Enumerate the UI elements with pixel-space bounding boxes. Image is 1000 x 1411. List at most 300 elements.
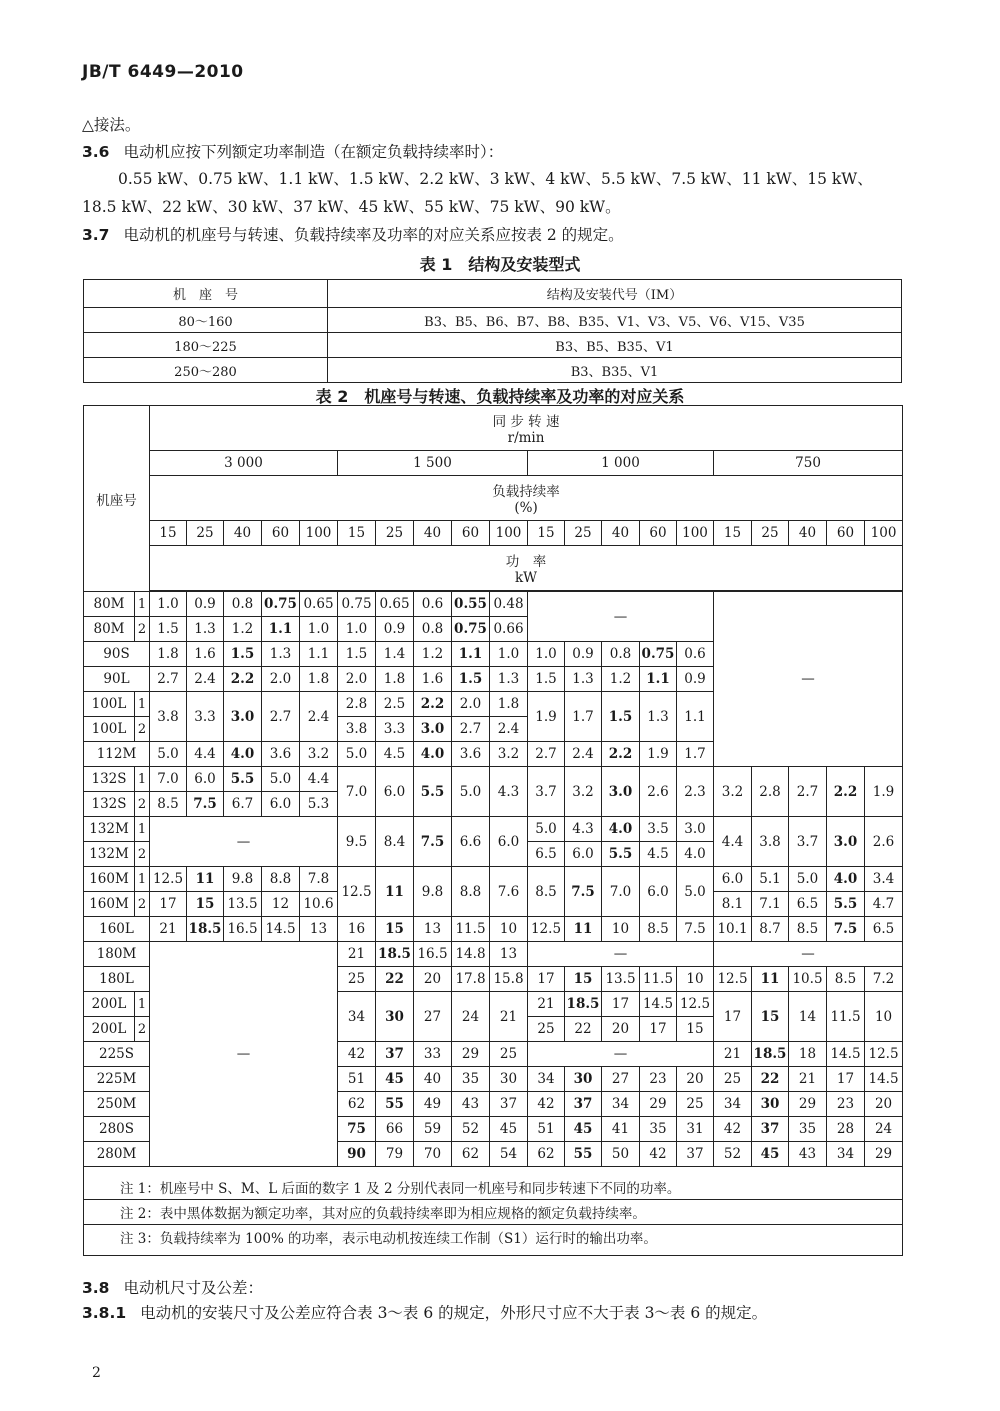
power-value: 51 [338,1067,376,1092]
power-value: 34 [714,1092,752,1117]
power-value: 1.3 [565,667,602,692]
power-value: 16 [338,917,376,942]
power-value: 1.1 [300,642,338,667]
power-value: 34 [602,1092,640,1117]
power-value: 2.0 [262,667,300,692]
table-row [84,942,903,967]
power-value: 62 [528,1142,565,1167]
power-value: 1.0 [528,642,565,667]
section-3-8-1 [82,1302,767,1324]
power-value: 16.5 [414,942,452,967]
power-value: 0.9 [677,667,714,692]
power-list-line-2: 18.5 kW、22 kW、30 kW、37 kW、45 kW、55 kW、75 kW、90 kW。 [82,198,621,216]
power-value: 0.9 [565,642,602,667]
power-value: 6.0 [490,817,528,867]
power-value: 20 [414,967,452,992]
power-value: 6.5 [865,917,903,942]
power-value: 5.0 [150,742,187,767]
power-value: 8.1 [714,892,752,917]
standard-header: JB/T 6449—2010 [82,62,244,82]
power-value: 5.3 [300,792,338,817]
power-value: 51 [528,1117,565,1142]
page-number: 2 [92,1365,101,1381]
power-value: 1.2 [414,642,452,667]
power-value: 0.55 [452,592,490,617]
duty-cell: 25 [752,521,789,546]
power-value: 37 [677,1142,714,1167]
power-title: 功 率 [505,554,547,570]
power-value: 3.0 [414,717,452,742]
power-value: 33 [414,1042,452,1067]
table2-header-power [150,546,903,591]
duty-cell: 15 [150,521,187,546]
power-value: 7.6 [490,867,528,917]
not-applicable: — [528,1042,714,1067]
speed-1500: 1 500 [338,451,528,476]
power-unit: kW [515,570,538,586]
power-value: 2.7 [452,717,490,742]
table1-header-frame: 机 座 号 [84,280,328,308]
power-value: 1.0 [338,617,376,642]
power-value: 55 [565,1142,602,1167]
note-2: 注 2：表中黑体数据为额定功率，其对应的负载持续率即为相应规格的额定负载持续率。 [84,1200,903,1225]
power-value: 21 [528,992,565,1017]
power-value: 42 [528,1092,565,1117]
power-value: 10.5 [789,967,827,992]
power-value: 13 [414,917,452,942]
power-value: 1.2 [602,667,640,692]
power-value: 30 [752,1092,789,1117]
power-value: 1.5 [602,692,640,742]
frame-variant: 2 [135,792,150,817]
power-value: 15 [565,967,602,992]
power-value: 9.8 [224,867,262,892]
power-value: 6.0 [262,792,300,817]
power-value: 45 [752,1142,789,1167]
power-value: 23 [827,1092,865,1117]
power-value: 2.0 [338,667,376,692]
power-value: 59 [414,1117,452,1142]
power-value: 11.5 [640,967,677,992]
power-value: 1.8 [376,667,414,692]
power-value: 1.7 [565,692,602,742]
power-value: 18.5 [187,917,224,942]
power-value: 23 [640,1067,677,1092]
power-value: 5.1 [752,867,789,892]
frame-size: 200L [84,1017,135,1042]
power-value: 3.4 [865,867,903,892]
frame-size: 225M [84,1067,150,1092]
power-value: 49 [414,1092,452,1117]
duty-cell: 100 [677,521,714,546]
power-value: 29 [789,1092,827,1117]
power-value: 7.2 [865,967,903,992]
power-value: 2.7 [262,692,300,742]
power-value: 9.5 [338,817,376,867]
power-value: 1.6 [414,667,452,692]
power-value: 2.6 [640,767,677,817]
duty-cell: 40 [224,521,262,546]
table1-frame: 250～280 [84,358,328,383]
speed-unit: r/min [507,430,545,446]
power-value: 12.5 [677,992,714,1017]
table1-codes: B3、B5、B35、V1 [328,333,902,358]
frame-size: 90L [84,667,150,692]
power-value: 17.8 [452,967,490,992]
table2-power [83,405,903,1256]
power-value: 62 [338,1092,376,1117]
power-value: 22 [376,967,414,992]
power-value: 3.2 [714,767,752,817]
power-value: 1.7 [677,742,714,767]
note-1: 注 1：机座号中 S、M、L 后面的数字 1 及 2 分别代表同一机座号和同步转速下不同的功率。 [84,1167,903,1200]
power-value: 2.2 [827,767,865,817]
power-value: 2.2 [224,667,262,692]
power-value: 6.5 [789,892,827,917]
frame-size: 225S [84,1042,150,1067]
power-value: 20 [865,1092,903,1117]
power-value: 20 [677,1067,714,1092]
power-value: 42 [338,1042,376,1067]
section-text: 电动机尺寸及公差： [123,1279,263,1297]
frame-variant: 1 [135,767,150,792]
table1-frame: 180～225 [84,333,328,358]
section-number: 3.8 [82,1279,110,1297]
power-value: 0.9 [376,617,414,642]
power-value: 4.0 [827,867,865,892]
power-value: 6.7 [224,792,262,817]
table1-header-codes: 结构及安装代号（IM） [328,280,902,308]
duty-cell: 25 [376,521,414,546]
duty-cell: 25 [187,521,224,546]
power-value: 14.5 [640,992,677,1017]
power-value: 11 [376,867,414,917]
power-value: 35 [452,1067,490,1092]
power-value: 7.0 [150,767,187,792]
power-value: 70 [414,1142,452,1167]
not-applicable: — [528,592,714,642]
power-value: 1.5 [150,617,187,642]
not-applicable: — [150,817,338,867]
frame-variant: 1 [135,867,150,892]
power-value: 34 [827,1142,865,1167]
power-value: 3.0 [602,767,640,817]
power-value: 11 [187,867,224,892]
power-value: 2.7 [789,767,827,817]
speed-title: 同 步 转 速 [492,414,560,430]
power-value: 2.0 [452,692,490,717]
power-value: 21 [150,917,187,942]
power-value: 22 [565,1017,602,1042]
power-value: 14 [789,992,827,1042]
speed-3000: 3 000 [150,451,338,476]
power-value: 13.5 [224,892,262,917]
duty-cell: 100 [865,521,903,546]
power-value: 18.5 [752,1042,789,1067]
power-value: 10 [865,992,903,1042]
duty-cell: 100 [300,521,338,546]
power-value: 45 [490,1117,528,1142]
power-value: 1.3 [640,692,677,742]
power-value: 15 [752,992,789,1042]
duty-cell: 60 [827,521,865,546]
power-value: 21 [338,942,376,967]
frame-size: 80M [84,617,135,642]
frame-size: 200L [84,992,135,1017]
power-value: 2.4 [187,667,224,692]
power-value: 2.3 [677,767,714,817]
power-value: 8.5 [528,867,565,917]
frame-size: 180M [84,942,150,967]
power-value: 25 [677,1092,714,1117]
power-value: 1.8 [300,667,338,692]
power-value: 30 [565,1067,602,1092]
power-value: 22 [752,1067,789,1092]
table-row [84,358,902,383]
not-applicable: — [150,942,338,1167]
power-value: 12.5 [714,967,752,992]
power-value: 7.1 [752,892,789,917]
power-value: 15.8 [490,967,528,992]
power-value: 3.2 [490,742,528,767]
power-value: 3.3 [376,717,414,742]
section-3-8 [82,1277,263,1299]
power-value: 6.0 [714,867,752,892]
power-value: 3.5 [640,817,677,842]
power-value: 8.4 [376,817,414,867]
power-value: 11 [565,917,602,942]
power-value: 1.9 [640,742,677,767]
power-value: 29 [452,1042,490,1067]
power-list-line-1: 0.55 kW、0.75 kW、1.1 kW、1.5 kW、2.2 kW、3 kW、4 kW、5.5 kW、7.5 kW、11 kW、15 kW、 [118,170,873,188]
power-value: 34 [338,992,376,1042]
power-value: 2.7 [528,742,565,767]
power-value: 8.5 [640,917,677,942]
frame-size: 100L [84,717,135,742]
power-value: 43 [452,1092,490,1117]
frame-size: 132S [84,767,135,792]
power-value: 29 [640,1092,677,1117]
power-value: 5.5 [414,767,452,817]
power-value: 15 [187,892,224,917]
power-value: 17 [827,1067,865,1092]
power-value: 3.6 [262,742,300,767]
power-value: 35 [640,1117,677,1142]
frame-variant: 1 [135,817,150,842]
section-text: 电动机的机座号与转速、负载持续率及功率的对应关系应按表 2 的规定。 [123,226,624,244]
power-value: 14.5 [827,1042,865,1067]
duty-title: 负载持续率 [492,484,560,500]
table1-frame: 80～160 [84,308,328,333]
power-value: 4.4 [300,767,338,792]
table1-codes: B3、B35、V1 [328,358,902,383]
power-value: 2.4 [490,717,528,742]
power-value: 0.66 [490,617,528,642]
power-value: 0.6 [677,642,714,667]
power-value: 6.0 [376,767,414,817]
power-value: 43 [789,1142,827,1167]
speed-750: 750 [714,451,903,476]
power-value: 10 [677,967,714,992]
frame-size: 180L [84,967,150,992]
power-value: 1.0 [300,617,338,642]
power-value: 2.5 [376,692,414,717]
power-value: 10 [490,917,528,942]
power-value: 25 [490,1042,528,1067]
power-value: 1.6 [187,642,224,667]
table2-header-frame: 机座号 [84,406,150,592]
power-value: 5.0 [677,867,714,917]
frame-size: 160M [84,867,135,892]
duty-cell: 40 [602,521,640,546]
power-value: 1.5 [224,642,262,667]
power-value: 7.0 [338,767,376,817]
power-value: 2.7 [150,667,187,692]
frame-size: 280M [84,1142,150,1167]
power-value: 17 [640,1017,677,1042]
power-value: 10.1 [714,917,752,942]
power-value: 3.7 [789,817,827,867]
power-value: 2.8 [752,767,789,817]
power-value: 4.0 [224,742,262,767]
power-value: 75 [338,1117,376,1142]
duty-cell: 60 [640,521,677,546]
power-value: 17 [714,992,752,1042]
power-value: 5.0 [789,867,827,892]
power-value: 1.1 [452,642,490,667]
frame-variant: 2 [135,842,150,867]
power-value: 35 [789,1117,827,1142]
power-value: 15 [677,1017,714,1042]
duty-cell: 15 [714,521,752,546]
power-value: 10.6 [300,892,338,917]
power-value: 1.8 [150,642,187,667]
power-value: 27 [602,1067,640,1092]
frame-size: 112M [84,742,150,767]
duty-cell: 60 [452,521,490,546]
duty-cell: 15 [528,521,565,546]
power-value: 1.5 [528,667,565,692]
power-value: 4.0 [414,742,452,767]
power-value: 1.9 [865,767,903,817]
table-row [84,917,903,942]
power-value: 0.8 [602,642,640,667]
table2-header-duty [150,476,903,521]
power-value: 3.8 [338,717,376,742]
power-value: 4.3 [490,767,528,817]
note-3: 注 3：负载持续率为 100% 的功率，表示电动机按连续工作制（S1）运行时的输出功率。 [84,1225,903,1256]
power-value: 8.5 [789,917,827,942]
frame-variant: 1 [135,992,150,1017]
duty-cell: 100 [490,521,528,546]
section-text: 电动机的安装尺寸及公差应符合表 3～表 6 的规定，外形尺寸应不大于表 3～表 6 的规定。 [140,1304,768,1322]
power-value: 4.5 [376,742,414,767]
power-value: 40 [414,1067,452,1092]
power-value: 5.0 [262,767,300,792]
power-value: 79 [376,1142,414,1167]
power-value: 14.5 [262,917,300,942]
power-value: 55 [376,1092,414,1117]
power-value: 90 [338,1142,376,1167]
power-value: 20 [602,1017,640,1042]
power-value: 4.0 [602,817,640,842]
power-value: 13 [300,917,338,942]
power-value: 4.7 [865,892,903,917]
power-value: 8.7 [752,917,789,942]
frame-variant: 1 [135,692,150,717]
power-value: 45 [376,1067,414,1092]
power-value: 5.5 [602,842,640,867]
power-value: 41 [602,1117,640,1142]
power-value: 1.0 [150,592,187,617]
section-number: 3.7 [82,226,110,244]
power-value: 3.8 [752,817,789,867]
power-value: 21 [714,1042,752,1067]
duty-unit: (%) [514,500,538,516]
table-row [84,333,902,358]
power-value: 3.0 [677,817,714,842]
table-row [84,817,903,842]
table1-caption: 表 1 结构及安装型式 [419,255,581,274]
frame-size: 132S [84,792,135,817]
duty-cell: 60 [262,521,300,546]
power-value: 45 [565,1117,602,1142]
power-value: 30 [376,992,414,1042]
power-value: 13 [490,942,528,967]
power-value: 0.65 [376,592,414,617]
duty-cell: 40 [789,521,827,546]
power-value: 7.8 [300,867,338,892]
power-value: 50 [602,1142,640,1167]
power-value: 2.4 [300,692,338,742]
power-value: 37 [752,1117,789,1142]
frame-variant: 2 [135,1017,150,1042]
table1-codes: B3、B5、B6、B7、B8、B35、V1、V3、V5、V6、V15、V35 [328,308,902,333]
power-value: 34 [528,1067,565,1092]
power-value: 28 [827,1117,865,1142]
power-value: 18 [789,1042,827,1067]
power-value: 21 [490,992,528,1042]
power-value: 1.5 [452,667,490,692]
power-value: 25 [338,967,376,992]
section-text: 电动机应按下列额定功率制造（在额定负载持续率时）： [123,143,504,161]
power-value: 9.8 [414,867,452,917]
power-value: 27 [414,992,452,1042]
power-value: 0.65 [300,592,338,617]
power-value: 62 [452,1142,490,1167]
power-value: 2.2 [414,692,452,717]
power-value: 4.4 [187,742,224,767]
power-value: 2.4 [565,742,602,767]
power-value: 7.0 [602,867,640,917]
power-value: 0.8 [224,592,262,617]
power-value: 3.2 [300,742,338,767]
power-value: 11.5 [827,992,865,1042]
power-value: 0.48 [490,592,528,617]
frame-variant: 1 [135,592,150,617]
power-value: 25 [528,1017,565,1042]
power-value: 1.1 [262,617,300,642]
power-value: 29 [865,1142,903,1167]
section-number: 3.6 [82,143,110,161]
frame-size: 132M [84,817,135,842]
power-value: 2.2 [602,742,640,767]
power-value: 1.8 [490,692,528,717]
frame-variant: 2 [135,617,150,642]
power-value: 5.0 [338,742,376,767]
power-value: 0.75 [640,642,677,667]
power-value: 1.9 [528,692,565,742]
